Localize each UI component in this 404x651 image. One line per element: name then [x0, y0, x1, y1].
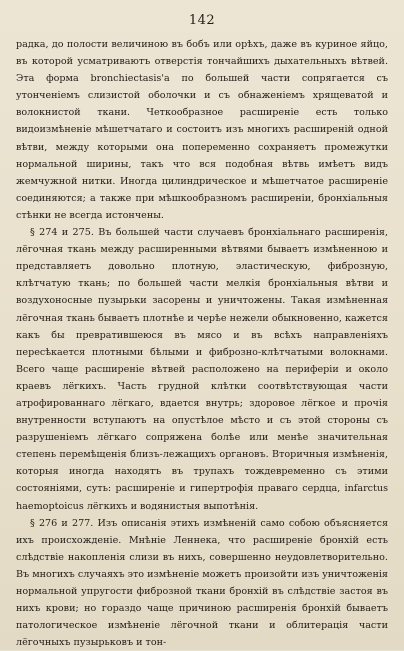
- page-number: 142: [188, 13, 216, 28]
- page-body: [16, 36, 388, 651]
- paragraph-continuation: радка, до полости величиною въ бобъ или орѣхъ, даже въ куриное яйцо, въ которой усматриваютъ отверстія тончайшихъ дыхательныхъ вѣтвей. Эта форма bronchiectasis'а по большей части сопрягается съ утонченіемъ слизистой оболочки и съ обнаженіемъ хрящеватой и волокнистой ткани. Четкообразное расширеніе есть только видоизмѣненіе мѣшетчатаго и состоитъ изъ многихъ расширеній одной вѣтви, между которыми она попеременно сохраняетъ промежутки нормальной ширины, такъ что вся подобная вѣтвь имѣетъ видъ жемчужной нитки. Иногда цилиндрическое и мѣшетчатое расширеніе соединяются; а также при мѣшкообразномъ расширеніи, бронхіальныя стѣнки не всегда истончены.: [16, 39, 388, 221]
- paragraph-section-276-277: § 276 и 277. Изъ описанія этихъ измѣненій само собою объясняется ихъ происхожденіе. Мнѣніе Леннека, что расширеніе бронхій есть слѣдствіе накопленія слизи въ нихъ, совершенно неудовлетворительно. Въ многихъ случаяхъ это измѣненіе можетъ произойти изъ уничтоженія нормальной упругости фиброзной ткани бронхій въ слѣдствіе застоя въ нихъ крови; но гораздо чаще причиною расширенія бронхій бываетъ патологическое измѣненіе лёгочной ткани и облитерація части лёгочныхъ пузырьковъ и тон-: [16, 517, 388, 649]
- paragraph-section-274-275: § 274 и 275. Въ большей части случаевъ бронхіальнаго расширенія, лёгочная ткань между расширенными вѣтвями бываетъ измѣненною и представляетъ довольно плотную, эластическую, фиброзную, клѣтчатую ткань; по большей части мелкія бронхіальныя вѣтви и воздухоносные пузырьки засорены и уничтожены. Такая измѣненная лёгочная ткань бываетъ плотнѣе и черѣе нежели обыкновенно, кажется какъ бы превратившеюся въ мясо и въ всѣхъ направленіяхъ пересѣкается плотными бѣлыми и фиброзно-клѣтчатыми волокнами. Всего чаще расширеніе вѣтвей расположено на периферіи и около краевъ лёгкихъ. Часть грудной клѣтки соотвѣтствующая части атрофированнаго лёгкаго, вдается внутрь; здоровое лёгкое и прочія внутренности вступаютъ на опустѣлое мѣсто и съ этой стороны съ разрушеніемъ лёгкаго сопряжена болѣе или менѣе значительная степень перемѣщенія близъ-лежащихъ органовъ. Вторичныя измѣненія, которыя иногда находятъ въ трупахъ тождевременно съ этими состояніями, суть: расширеніе и гипертрофія праваго сердца, infarctus haemoptoicus лёгкихъ и водянистыя выпотѣнія.: [16, 227, 388, 512]
